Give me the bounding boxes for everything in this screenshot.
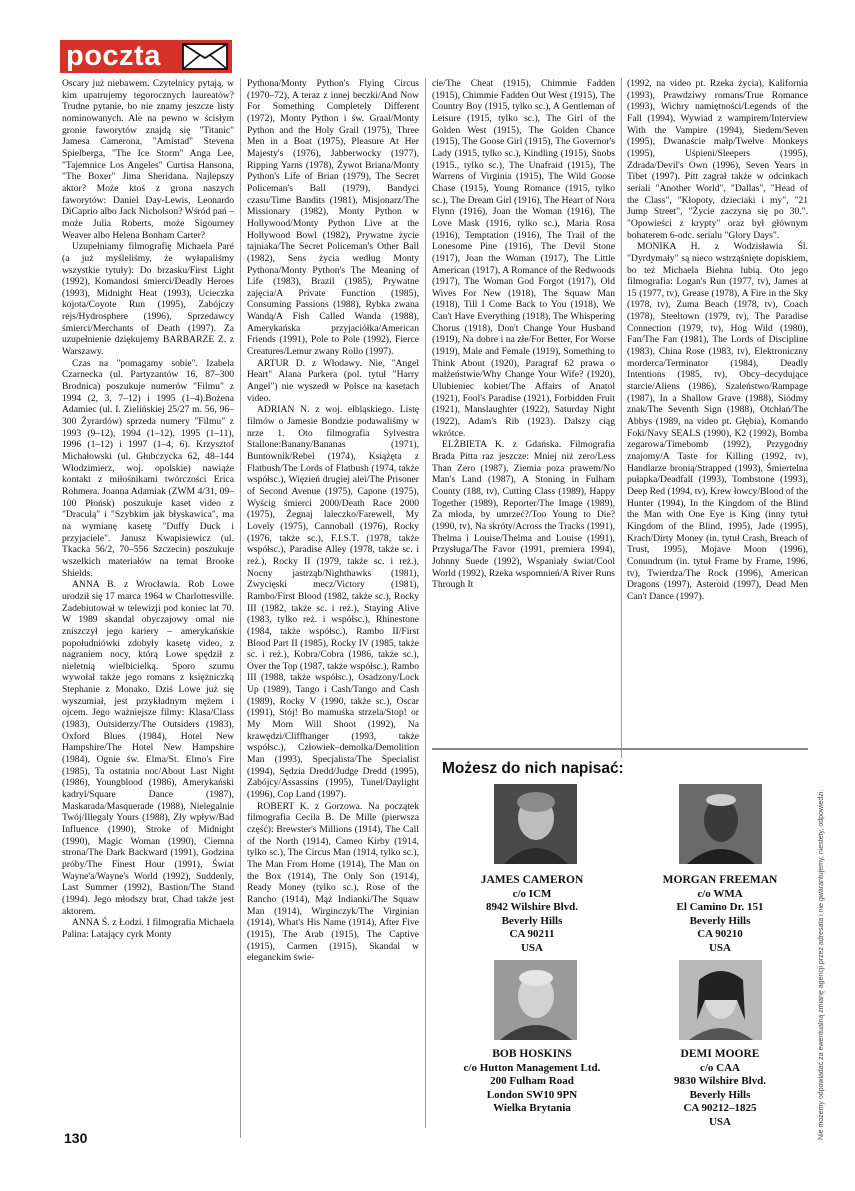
section-title: poczta	[66, 40, 161, 72]
envelope-icon	[182, 43, 228, 70]
photo-bob-hoskins	[494, 960, 577, 1040]
paragraph: Pythona/Monty Python's Flying Circus (1970–72), A teraz z innej beczki/And Now For Something Completely Different (1972), Monty Python i św. Graal/Monty Python and the Holy Grail (1975), Three Men in a Boat (1975), Pleasure At Her Majesty's (1976), Jabberwocky (1977), Ripping Yarns (1978), Żywot Briana/Monty Python's Life of Brian (1979), The Secret Policeman's Ball (1979), Bandyci czasu/Time Bandits (1981), Misjonarz/The Missionary (1982), Monty Python w Hollywood/Monty Python Live at the Hollywood Bowl (1982), Prywatne życie tajniaka/The Secret Policeman's Other Ball (1982), Sens życia według Monty Pythona/Monty Python's The Meaning of Life (1983), Brazil (1985), Prywatne zajęcia/A Private Function (1985), Consuming Passions (1988), Rybka zwana Wandą/A Fish Called Wanda (1988), Amerykańska przyjaciółka/American Friends (1991), Pole to Pole (1992), Fierce Creatures/Lemur zwany Rollo (1997).	[247, 78, 419, 358]
column-rule	[240, 78, 241, 1138]
paragraph: Czas na "pomagamy sobie". Izabela Czarnecka (ul. Partyzantów 16, 87–300 Brodnica) poszukuje numerów "Filmu" z 1994 (2, 3, 7–12) i 1995 (1–4).Bożena Adamiec (ul. I. Zielińskiej 25/27 m. 56, 96–300 Żyrardów) sprzeda numery "Filmu" z 1993 (9–12), 1994 (1–12), 1995 (1–11), 1996 (1–12) i 1997 (1–4, 6). Krzysztof Michałowski (ul. Głubczycka 62, 48–144 Włodzimierz, woj. opolskie) nawiąże kontakt z miłośnikami twórczości Erica Rohmera. Joanna Adamiak (ZWM 4/31, 09–100 Płońsk) poszukuje kaset video z "Draculą" i "Szybkim jak błyskawica", ma na wymianę kasetę "Duffy Duck i przyjaciele". Janusz Kwapisiewicz (ul. Tkacka 56/2, 70–556 Szczecin) poszukuje wszelkich materiałów na temat Brooke Shields.	[62, 357, 234, 579]
contact-demi-moore	[620, 1048, 820, 1129]
contact-address-line: CA 90211	[509, 928, 555, 940]
paragraph: Uzupełniamy filmografię Michaela Paré (a już myśleliśmy, że wyłapaliśmy wszystkie tytuły): Do brzasku/First Light (1992), Komandosi śmierci/Deadly Heroes (1993), Midnight Heat (1993), Ucieczka kojota/Coyote Run (1995), Zabójczy rejs/Hydrosphere (1996), Sprzedawcy śmierci/Merchants of Death (1997). Za uzupełnienie dziękujemy BARBARZE Z. z Warszawy.	[62, 241, 234, 358]
text-column-2	[247, 78, 419, 1178]
contact-address-line: CA 90212–1825	[683, 1102, 757, 1114]
column-rule	[621, 78, 622, 758]
photo-demi-moore	[679, 960, 762, 1040]
contact-address-line: 200 Fulham Road	[490, 1075, 574, 1087]
paragraph: ARTUR D. z Włodawy. Nie, "Angel Heart" Alana Parkera (pol. tytuł "Harry Angel") nie wyszedł w Polsce na kasetach video.	[247, 357, 419, 404]
paragraph: ELŻBIETA K. z Gdańska. Filmografia Brada Pitta raz jeszcze: Mniej niż zero/Less Than Zero (1987), Ziemia poza prawem/No Man's Land (1987), A Stoning in Fulham County (188, tv), Cutting Class (1989), Happy Together (1989), Reporter/The Image (1989), Za młoda, by umrzeć?/Too Young to Die? (1990, tv), Na skróty/Across the Tracks (1991), Thelma i Louise/Thelma and Louise (1991), Przysługa/The Favor (1991, premiera 1994), Johnny Suede (1992), Wspaniały świat/Cool World (1992), Rzeka wspomnień/A River Runs Through It	[432, 439, 615, 591]
contact-address-line: c/o WMA	[697, 887, 743, 900]
disclaimer-text: Nie możemy odpowiadać za ewentualną zmianę agencji przez adresata i nie gwarantujemy, niestety, odpowiedzi.	[818, 789, 825, 1140]
contact-address-line: El Camino Dr. 151	[676, 901, 764, 913]
disclaimer-note	[818, 760, 832, 1140]
contact-address-line: Beverly Hills	[689, 914, 751, 927]
contact-address-line: c/o ICM	[512, 887, 552, 900]
contact-bob-hoskins	[432, 1048, 632, 1116]
contact-address-line: Beverly Hills	[501, 914, 563, 927]
paragraph: ANNA Ś. z Łodzi. I filmografia Michaela Palina: Latający cyrk Monty	[62, 917, 234, 940]
contact-address-line: London SW10 9PN	[486, 1088, 578, 1101]
addresses-box	[432, 748, 808, 1142]
text-column-1	[62, 78, 234, 1128]
paragraph: ADRIAN N. z woj. elbląskiego. Listę filmów o Jamesie Bondzie podawaliśmy w nrze 1. Oto filmografia Sylvestra Stallone:Banany/Bananas (1971), Buntownik/Rebel (1974), Książęta z Flatbush/The Lords of Flatbush (1974, także współsc.), Więzień drugiej alei/The Prisoner of Second Avenue (1975), Capone (1975), Wyścig śmierci 2000/Death Race 2000 (1975), Żegnaj laleczko/Farewell, My Lovely (1975), Cannoball (1976), Rocky (1976, także sc.), F.I.S.T. (1978, także współsc.), Paradise Alley (1978, także sc. i reż.), Rocky II (1979, także sc. i reż.), Nocny jastrząb/Nighthawks (1981), Zwycięski mecz/Victory (1981), Rambo/First Blood (1982, także sc.), Rocky III (1982, także sc. i reż.), Staying Alive (1983, tylko reż. i współsc.), Rhinestone (1984, także współsc.), Rambo II/First Blood Part II (1985), Rocky IV (1985, także sc. i reż.), Kobra/Cobra (1986, także sc.), Over the Top (1987, także współsc.), Rambo III (1988, także współsc.), Osadzony/Lock Up (1989), Tango i Cash/Tango and Cash (1989), Rocky V (1990, także sc.), Oscar (1991), Stój! Bo mamuśka strzela/Stop! or My Mom Will Shoot (1992), Na krawędzi/Cliffhanger (1993, także współsc.), Człowiek–demolka/Demolition Man (1993), Specjalista/The Specialist (1994), Sędzia Dredd/Judge Dredd (1995), Zabójcy/Assassins (1995), Tunel/Daylight (1996), Cop Land (1997).	[247, 404, 419, 801]
paragraph: (1992, na video pt. Rzeka życia), Kalifornia (1993), Prawdziwy romans/True Romance (1993), Wichry namiętności/Legends of the Fall (1994), Wywiad z wampirem/Interview With the Vampire (1994), Siedem/Seven (1995), Dwanaście małp/Twelve Monkeys (1995), Uśpieni/Sleepers (1995), Zdrada/Devil's Own (1996), Seven Years in Tibet (1997). Pitt zagrał także w odcinkach seriali "Another World", "Dallas", "Head of the Class", "Kłopoty, dzieciaki i my", "21 Jump Street", "Życie zaczyna się po 30.". "Opowieści z krypty" oraz był głównym bohaterem 6-odc. serialu "Glory Days".	[627, 78, 808, 241]
contact-name: JAMES CAMERON	[480, 874, 584, 886]
addresses-title: Możesz do nich napisać:	[442, 760, 624, 777]
contact-address-line: 8942 Wilshire Blvd.	[486, 901, 578, 913]
paragraph: ROBERT K. z Gorzowa. Na początek filmografia Cecila B. De Mille (pierwsza część): Brewster's Millions (1914), The Call of the North (1914), Cameo Kirby (1914, tylko sc.), The Circus Man (1914, tylko sc.), The Man From Home (1914), The Man on the Box (1914), The Only Son (1914), Ready Money (tylko sc.), Rose of the Rancho (1914), Mąż Indianki/The Squaw Man (1914), Wirginczyk/The Virginian (1914), What's His Name (1914), After Five (1915), The Arab (1915), The Captive (1915), Carmen (1915), Skandal w eleganckim świe-	[247, 800, 419, 964]
contact-name: BOB HOSKINS	[492, 1048, 572, 1060]
contact-address-line: USA	[708, 1115, 731, 1128]
contact-address-line: USA	[520, 941, 543, 954]
photo-morgan-freeman	[679, 784, 762, 864]
section-header	[60, 40, 232, 73]
column-rule	[425, 78, 426, 1128]
contact-address-line: USA	[708, 941, 731, 954]
paragraph: ANNA B. z Wrocławia. Rob Lowe urodził się 17 marca 1964 w Charlottesville. Zadebiutował w telewizji pod koniec lat 70. W 1989 skandal obyczajowy omal nie zniszczył jego kariery – amerykańskie popołudniówki zdobyły kasetę video, z nagraniem nocy, którą Lowe spędził z nieletnią wielbicielką. Sporo szumu wywołał także jego romans z księżniczką Stephanie z Monako. Dziś Lowe już się wyszumiał, jest przykładnym mężem i ojcem. Jego ważniejsze filmy: Klasa/Class (1983), Outsiderzy/The Outsiders (1983), Oxford Blues (1984), Hotel New Hampshire/The Hotel New Hampshire (1984), Ognie św. Elma/St. Elmo's Fire (1985), Ta ostatnia noc/About Last Night (1986), Youngblood (1986), Amerykański kadryl/Square Dance (1987), Maskarada/Masquerade (1988), Nielegalnie Twój/Illegaly Yours (1988), Zły wpływ/Bad Influence (1990), Stroke of Midnight (1990), Magic Woman (1990), Ciemna strona/The Dark Backward (1991), Godzina próby/The Finest Hour (1991), Świat Wayne'a/Wayne's World (1992), Suddenly, Last Summer (1992), Bastion/The Stand (1994). Jego młodszy brat, Chad także jest aktorem.	[62, 579, 234, 917]
contact-address-line: Wielka Brytania	[493, 1102, 571, 1114]
photo-james-cameron	[494, 784, 577, 864]
contact-address-line: c/o CAA	[699, 1061, 741, 1074]
contact-address-line: 9830 Wilshire Blvd.	[674, 1075, 766, 1087]
page-number: 130	[64, 1130, 88, 1146]
contact-address-line: Beverly Hills	[689, 1088, 751, 1101]
paragraph: MONIKA H. z Wodzisławia Śl. "Dyrdymały" są nieco wstrząśnięte dopiskiem, bo też Michaela Biehna lubią. Oto jego filmografia: Logan's Run (1977, tv), James at 15 (1977, tv), Grease (1978), A Fire in the Sky (1978, tv), Zuma Beach (1978, tv), Coach (1978), Steeltown (1979, tv), The Paradise Connection (1979, tv), Hog Wild (1980), Fan/The Fan (1981), The Lords of Discipline (1983), China Rose (1983, tv), Elektroniczny morderca/Terminator (1984), Deadly Intentions (1985, tv), Obcy–decydujące starcie/Aliens (1986), Szaleństwo/Rampage (1987), In a Shallow Grave (1988), Siódmy znak/The Seventh Sign (1988), Otchłań/The Abbys (1989, na video pt. Głębia), Komando Foki/Navy SEALS (1990), K2 (1992), Bomba zegarowa/Timebomb (1992), Przygodny znajomy/A Taste for Killing (1992, tv), Handlarze bronią/Strapped (1993), Śmiertelna pułapka/Deadfall (1993), Tombstone (1993), Deep Red (1994, tv), Krew łowcy/Blood of the Hunter (1994), In the Kingdom of the Blind the Man with One Eye is King (inny tytuł Kingdom of the Blind, 1995), Jade (1995), Krach/Dirty Money (in. tytuł Crash, Breach of Trust, 1995), Mojave Moon (1996), Conundrum (in. tytuł Frame by Frame, 1996, tv), Twierdza/The Rock (1996), American Dragons (1997), Asteroid (1997), Dead Men Can't Dance (1997).	[627, 241, 808, 602]
contact-name: DEMI MOORE	[680, 1048, 760, 1060]
contact-address-line: c/o Hutton Management Ltd.	[463, 1061, 601, 1074]
contact-name: MORGAN FREEMAN	[662, 874, 778, 886]
paragraph: cie/The Cheat (1915), Chimmie Fadden (1915), Chimmie Fadden Out West (1915), The Country Boy (1915, tylko sc.), A Gentleman of Leisure (1915, tylko sc.), The Girl of the Golden West (1915), The Golden Chance (1915), The Goose Girl (1915), The Governor's Lady (1915, tylko sc.), Kindling (1915), Snobs (1915., tylko sc.), The Unafraid (1915), The Warrens of Virginia (1915), The Wild Goose Chase (1915), Young Romance (1915, tylko sc.), The Dream Girl (1916), The Heart of Nora Flynn (1916), Joan the Woman (1916), The Love Mask (1916, tylko sc.), Maria Rosa (1916), Temptation (1916), The Trail of the Lonesome Pine (1916), The Devil Stone (1917), Joan the Woman (1917), The Little American (1917), A Romance of the Redwoods (1917), The Woman God Forgot (1917), Old Wives For New (1918), The Squaw Man (1918), Till I Come Back to You (1918), We Can't Have Everything (1918), The Whispering Chorus (1918), Don't Change Your Husband (1919), Na dobre i na złe/For Better, For Worse (1919), Male and Female (1919), Something to Think About (1920), Paragraf 62 prawa o małżeństwie/Why Change Your Wife? (1920), Ulubieniec kobiet/The Affairs of Anatol (1921), Fool's Paradise (1921), Forbidden Fruit (1921), Manslaughter (1922), Saturday Night (1922), Adam's Rib (1923). Dalszy ciąg wkrótce.	[432, 78, 615, 439]
contact-address-line: CA 90210	[697, 928, 743, 940]
contact-morgan-freeman	[620, 874, 820, 955]
text-column-4	[627, 78, 808, 738]
contact-james-cameron	[432, 874, 632, 955]
paragraph: Oscary już niebawem. Czytelnicy pytają, w kim upatrujemy tegorocznych laureatów? Trudne pytanie, bo nie znamy jeszcze listy nominowanych. Ale na pewno w ścisłym gronie faworytów znajdą się "Titanic" Jamesa Camerona, "Amistad" Stevena Spielberga, "The Ice Storm" Anga Lee, "Tajemnice Los Angeles" Curtisa Hansona, "The Boxer" Jima Sheridana. Najlepszy aktor? Może ktoś z grona naszych faworytów: Daniel Day-Lewis, Leonardo DiCaprio albo Jack Nicholson? Wśród pań – może Julia Roberts, może Sigourney Weaver albo Helena Bonham Carter?	[62, 78, 234, 241]
